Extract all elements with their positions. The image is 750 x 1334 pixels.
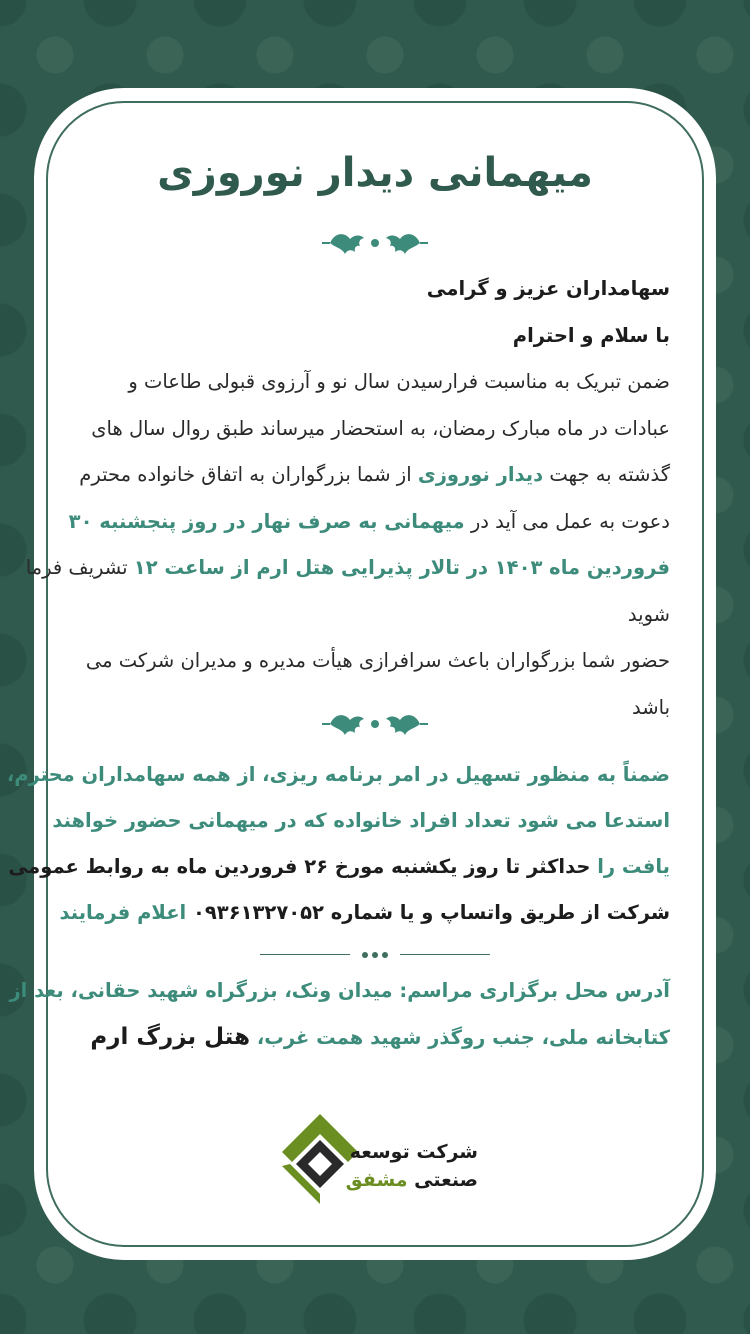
venue-address [9, 968, 670, 1061]
body-line-4 [70, 499, 670, 546]
address-line-1: آدرس محل برگزاری مراسم: میدان ونک، بزرگراه شهید حقانی، بعد از [9, 979, 670, 1002]
rsvp-note [6, 752, 670, 936]
company-name-line-2 [346, 1166, 478, 1194]
divider-dots [355, 950, 395, 960]
company-logo [278, 1110, 478, 1210]
body-line-3-a: گذشته به جهت [549, 463, 670, 486]
ornament-icon [320, 707, 430, 741]
body-line-4-a: دعوت به عمل می آید در [470, 509, 670, 533]
body-line-5-highlight: فروردین ماه ۱۴۰۳ در تالار پذیرایی هتل ارم از ساعت ۱۲ [133, 556, 670, 579]
note-line-4-b: اعلام فرمایند [59, 901, 187, 924]
note-line-4-a: شرکت از طریق واتساپ و یا شماره ۰۹۳۶۱۳۲۷۰۵۲ [193, 901, 670, 924]
body-line-3 [70, 452, 670, 499]
divider-line-left [260, 954, 350, 955]
note-line-3-a: یافت را [597, 855, 670, 878]
company-name-line-1: شرکت توسعه [349, 1141, 478, 1163]
section-divider [260, 950, 490, 960]
company-name [346, 1138, 478, 1194]
body-line-5 [25, 545, 670, 592]
note-line-4 [59, 890, 670, 936]
note-line-2: استدعا می شود تعداد افراد خانواده که در میهمانی حضور خواهند [52, 809, 670, 832]
page-title: میهمانی دیدار نوروزی [157, 150, 593, 196]
greeting-line-2: با سلام و احترام [512, 323, 670, 347]
address-line-2-a: کتابخانه ملی، جنب روگذر شهید همت غرب، [256, 1026, 670, 1049]
body-line-7: حضور شما بزرگواران باعث سرافرازی هیأت مدیره و مدیران شرکت می [85, 649, 670, 672]
body-line-6: شوید [627, 602, 670, 626]
divider-line-right [400, 954, 490, 955]
body-line-5-b: تشریف فرما [25, 556, 128, 579]
body-line-2: عبادات در ماه مبارک رمضان، به استحضار میرساند طبق روال سال های [91, 416, 670, 440]
note-line-1: ضمناً به منظور تسهیل در امر برنامه ریزی، از همه سهامداران محترم، [6, 763, 670, 786]
body-line-4-highlight: میهمانی به صرف نهار در روز پنجشنبه ۳۰ [68, 509, 465, 533]
body-line-3-highlight: دیدار نوروزی [417, 463, 544, 486]
address-line-2 [68, 1014, 670, 1061]
body-line-1: ضمن تبریک به مناسبت فرارسیدن سال نو و آرزوی قبولی طاعات و [128, 370, 670, 393]
note-line-3-b: حداکثر تا روز یکشنبه مورخ ۲۶ فروردین ماه به روابط عمومی [8, 855, 591, 878]
greeting-line-1: سهامداران عزیز و گرامی [426, 277, 670, 300]
hotel-name: هتل بزرگ ارم [90, 1024, 251, 1050]
invitation-body [25, 266, 670, 731]
note-line-3 [8, 844, 670, 890]
ornament-icon [320, 226, 430, 260]
company-name-line-2-b: مشفق [345, 1169, 408, 1191]
body-line-8: باشد [632, 695, 670, 719]
company-name-line-2-a: صنعتی [414, 1169, 478, 1191]
body-line-3-c: از شما بزرگواران به اتفاق خانواده محترم [79, 463, 412, 486]
